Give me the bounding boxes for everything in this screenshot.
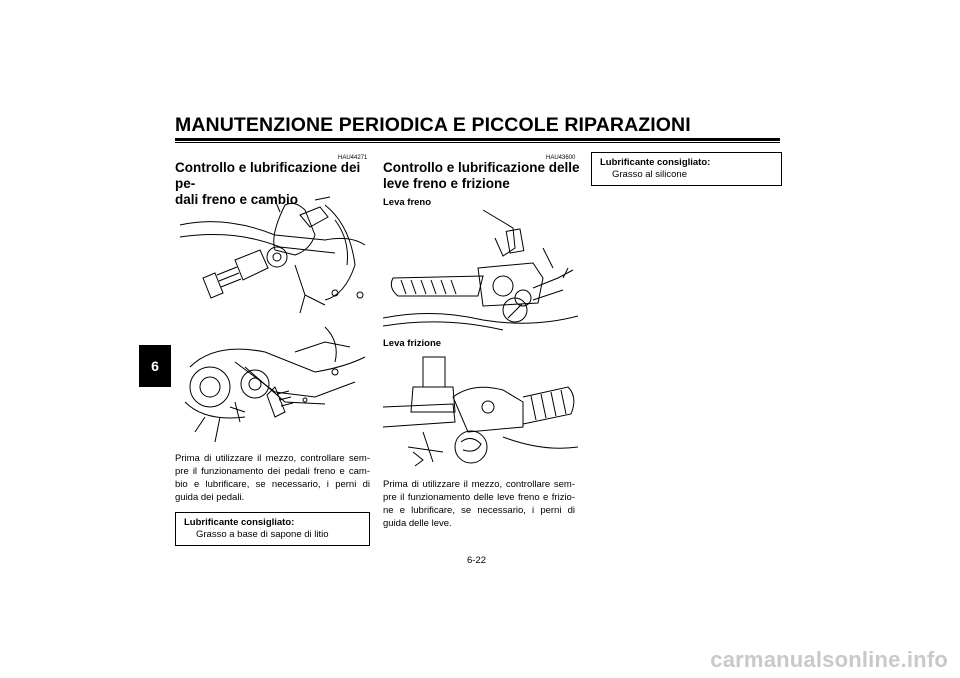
section-title-levers-line1: Controllo e lubrificazione delle (383, 160, 580, 175)
section-title-levers (383, 160, 583, 192)
header-rule (175, 138, 780, 141)
section-title-pedals-line1: Controllo e lubrificazione dei pe- (175, 160, 361, 191)
section-code-left: HAU44271 (338, 155, 368, 161)
lubricant-label-pedals: Lubrificante consigliato: (184, 517, 295, 528)
section-code-middle: HAU43600 (546, 155, 576, 161)
lubricant-box-levers (591, 152, 782, 186)
shift-pedal-illustration (175, 322, 370, 447)
brake-pedal-illustration (175, 195, 370, 320)
lubricant-label-levers: Lubrificante consigliato: (600, 157, 711, 168)
section-title-levers-line2: leve freno e frizione (383, 176, 510, 191)
lubricant-value-levers: Grasso al silicone (612, 169, 687, 180)
lubricant-value-pedals: Grasso a base di sapone di litio (196, 529, 329, 540)
clutch-lever-illustration (383, 352, 578, 472)
subheading-clutch-lever: Leva frizione (383, 338, 442, 349)
chapter-tab: 6 (139, 345, 171, 387)
page-header-title: MANUTENZIONE PERIODICA E PICCOLE RIPARAZIONI (175, 114, 691, 136)
lever-body-text: Prima di utilizzare il mezzo, controllare sem-pre il funzionamento delle leve freno e frizio-ne e lubrificare, se necessario, i perni di guida delle leve. (383, 479, 575, 529)
subheading-brake-lever: Leva freno (383, 197, 432, 208)
pedal-body-text: Prima di utilizzare il mezzo, controllare sem-pre il funzionamento dei pedali freno e cam-bio e lubrificare, se necessario, i perni di guida dei pedali. (175, 453, 370, 503)
page-number: 6-22 (467, 555, 487, 566)
section-title-pedals-line2: dali freno e cambio (175, 192, 299, 207)
header-rule-thin (175, 142, 780, 143)
brake-lever-illustration (383, 208, 578, 333)
watermark: carmanualsonline.info (710, 647, 948, 672)
lubricant-box-pedals (175, 512, 370, 546)
